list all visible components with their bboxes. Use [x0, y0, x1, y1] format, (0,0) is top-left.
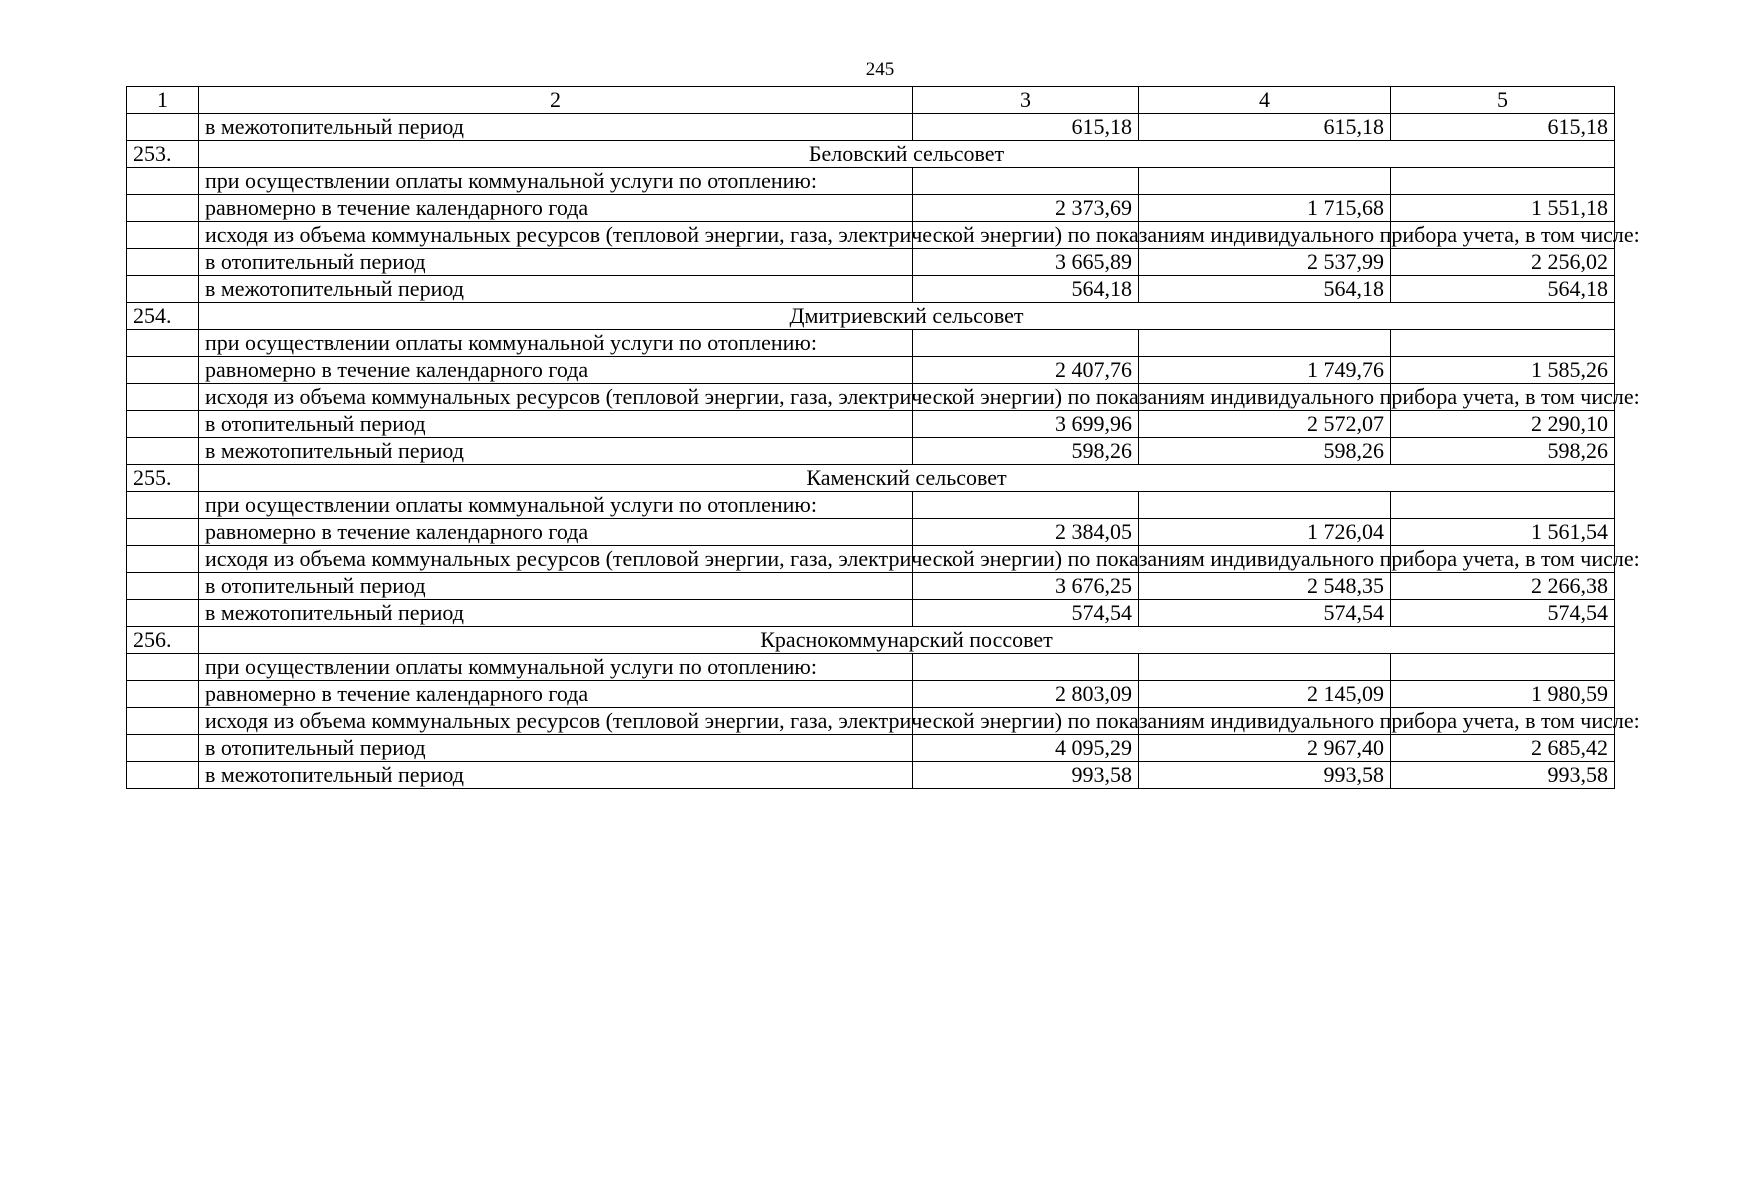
row-number — [127, 195, 199, 222]
row-label: в межотопительный период — [199, 438, 913, 465]
row-number: 254. — [127, 303, 199, 330]
table-row — [127, 492, 1615, 519]
value-cell-v3 — [913, 654, 1139, 681]
table-row — [127, 330, 1615, 357]
section-title: Дмитриевский сельсовет — [199, 303, 1615, 330]
value-cell-v5 — [1391, 654, 1615, 681]
row-number — [127, 114, 199, 141]
row-number — [127, 519, 199, 546]
value-cell-v3 — [913, 330, 1139, 357]
column-header: 2 — [199, 87, 913, 114]
table-row — [127, 114, 1615, 141]
value-cell-v4: 2 548,35 — [1139, 573, 1391, 600]
table-header-row — [127, 87, 1615, 114]
row-label: в отопительный период — [199, 573, 913, 600]
row-label: в отопительный период — [199, 411, 913, 438]
value-cell-v5: 993,58 — [1391, 762, 1615, 789]
row-number: 256. — [127, 627, 199, 654]
row-number — [127, 249, 199, 276]
row-label: равномерно в течение календарного года — [199, 519, 913, 546]
tariff-table — [126, 86, 1640, 789]
value-cell-v5 — [1391, 492, 1615, 519]
row-label: равномерно в течение календарного года — [199, 357, 913, 384]
table-row — [127, 384, 1615, 411]
value-cell-v4: 2 572,07 — [1139, 411, 1391, 438]
row-number — [127, 384, 199, 411]
row-label: при осуществлении оплаты коммунальной услуги по отоплению: — [199, 654, 913, 681]
row-number — [127, 654, 199, 681]
row-number — [127, 762, 199, 789]
section-title: Беловский сельсовет — [199, 141, 1615, 168]
value-cell-v4 — [1139, 330, 1391, 357]
row-number — [127, 438, 199, 465]
value-cell-v4: 574,54 — [1139, 600, 1391, 627]
value-cell-v4: 564,18 — [1139, 276, 1391, 303]
value-cell-v5: 2 266,38 — [1391, 573, 1615, 600]
value-cell-v3: 3 699,96 — [913, 411, 1139, 438]
value-cell-v5: 1 585,26 — [1391, 357, 1615, 384]
row-label: в межотопительный период — [199, 114, 913, 141]
table-row — [127, 195, 1615, 222]
value-cell-v5: 598,26 — [1391, 438, 1615, 465]
row-label: равномерно в течение календарного года — [199, 681, 913, 708]
row-number — [127, 492, 199, 519]
value-cell-v3: 3 676,25 — [913, 573, 1139, 600]
value-cell-v5: 2 290,10 — [1391, 411, 1615, 438]
value-cell-v3: 2 407,76 — [913, 357, 1139, 384]
value-cell-v4: 2 145,09 — [1139, 681, 1391, 708]
value-cell-v4: 2 537,99 — [1139, 249, 1391, 276]
row-number — [127, 600, 199, 627]
value-cell-v3 — [913, 168, 1139, 195]
table-row — [127, 681, 1615, 708]
row-label: исходя из объема коммунальных ресурсов (тепловой энергии, газа, электрической энергии) по показаниям индивидуального прибора учета, в том числе: — [199, 384, 913, 411]
row-number — [127, 168, 199, 195]
value-cell-v5: 1 561,54 — [1391, 519, 1615, 546]
table-row — [127, 249, 1615, 276]
table-row — [127, 168, 1615, 195]
table-row — [127, 654, 1615, 681]
row-label: равномерно в течение календарного года — [199, 195, 913, 222]
value-cell-v3: 993,58 — [913, 762, 1139, 789]
value-cell-v4: 598,26 — [1139, 438, 1391, 465]
row-number — [127, 546, 199, 573]
table-row — [127, 519, 1615, 546]
row-label: при осуществлении оплаты коммунальной услуги по отоплению: — [199, 330, 913, 357]
value-cell-v3: 2 384,05 — [913, 519, 1139, 546]
row-label: в межотопительный период — [199, 762, 913, 789]
row-label: в межотопительный период — [199, 276, 913, 303]
value-cell-v5: 615,18 — [1391, 114, 1615, 141]
value-cell-v3: 574,54 — [913, 600, 1139, 627]
value-cell-v3: 3 665,89 — [913, 249, 1139, 276]
column-header: 4 — [1139, 87, 1391, 114]
value-cell-v4: 1 749,76 — [1139, 357, 1391, 384]
value-cell-v3: 564,18 — [913, 276, 1139, 303]
section-title: Каменский сельсовет — [199, 465, 1615, 492]
table-row — [127, 573, 1615, 600]
value-cell-v3: 4 095,29 — [913, 735, 1139, 762]
value-cell-v5: 2 256,02 — [1391, 249, 1615, 276]
table-row — [127, 735, 1615, 762]
value-cell-v5: 1 551,18 — [1391, 195, 1615, 222]
row-number — [127, 735, 199, 762]
row-number: 255. — [127, 465, 199, 492]
value-cell-v4: 615,18 — [1139, 114, 1391, 141]
section-row — [127, 303, 1615, 330]
table-row — [127, 357, 1615, 384]
row-number — [127, 411, 199, 438]
row-number: 253. — [127, 141, 199, 168]
value-cell-v4 — [1139, 492, 1391, 519]
row-number — [127, 276, 199, 303]
row-number — [127, 681, 199, 708]
row-number — [127, 708, 199, 735]
table-row — [127, 438, 1615, 465]
value-cell-v5 — [1391, 168, 1615, 195]
row-label: при осуществлении оплаты коммунальной услуги по отоплению: — [199, 168, 913, 195]
table-row — [127, 411, 1615, 438]
table-row — [127, 708, 1615, 735]
row-number — [127, 357, 199, 384]
row-label: в отопительный период — [199, 249, 913, 276]
table-row — [127, 222, 1615, 249]
table-row — [127, 546, 1615, 573]
value-cell-v4: 993,58 — [1139, 762, 1391, 789]
value-cell-v4 — [1139, 654, 1391, 681]
row-number — [127, 573, 199, 600]
value-cell-v5: 564,18 — [1391, 276, 1615, 303]
value-cell-v4: 1 726,04 — [1139, 519, 1391, 546]
row-label: исходя из объема коммунальных ресурсов (тепловой энергии, газа, электрической энергии) по показаниям индивидуального прибора учета, в том числе: — [199, 546, 913, 573]
value-cell-v3: 2 803,09 — [913, 681, 1139, 708]
value-cell-v4: 1 715,68 — [1139, 195, 1391, 222]
row-label: исходя из объема коммунальных ресурсов (тепловой энергии, газа, электрической энергии) по показаниям индивидуального прибора учета, в том числе: — [199, 222, 913, 249]
value-cell-v4 — [1139, 168, 1391, 195]
value-cell-v3: 2 373,69 — [913, 195, 1139, 222]
column-header: 3 — [913, 87, 1139, 114]
value-cell-v5 — [1391, 330, 1615, 357]
value-cell-v4: 2 967,40 — [1139, 735, 1391, 762]
row-label: исходя из объема коммунальных ресурсов (тепловой энергии, газа, электрической энергии) по показаниям индивидуального прибора учета, в том числе: — [199, 708, 913, 735]
value-cell-v3: 598,26 — [913, 438, 1139, 465]
column-header: 1 — [127, 87, 199, 114]
table-body — [127, 87, 1640, 789]
section-row — [127, 627, 1615, 654]
table-row — [127, 762, 1615, 789]
column-header: 5 — [1391, 87, 1615, 114]
section-row — [127, 465, 1615, 492]
row-label: в отопительный период — [199, 735, 913, 762]
value-cell-v3: 615,18 — [913, 114, 1139, 141]
row-label: в межотопительный период — [199, 600, 913, 627]
value-cell-v5: 1 980,59 — [1391, 681, 1615, 708]
row-number — [127, 222, 199, 249]
page-number: 245 — [865, 59, 895, 80]
value-cell-v3 — [913, 492, 1139, 519]
value-cell-v5: 2 685,42 — [1391, 735, 1615, 762]
table-row — [127, 276, 1615, 303]
section-title: Краснокоммунарский поссовет — [199, 627, 1615, 654]
section-row — [127, 141, 1615, 168]
row-label: при осуществлении оплаты коммунальной услуги по отоплению: — [199, 492, 913, 519]
row-number — [127, 330, 199, 357]
value-cell-v5: 574,54 — [1391, 600, 1615, 627]
table-row — [127, 600, 1615, 627]
